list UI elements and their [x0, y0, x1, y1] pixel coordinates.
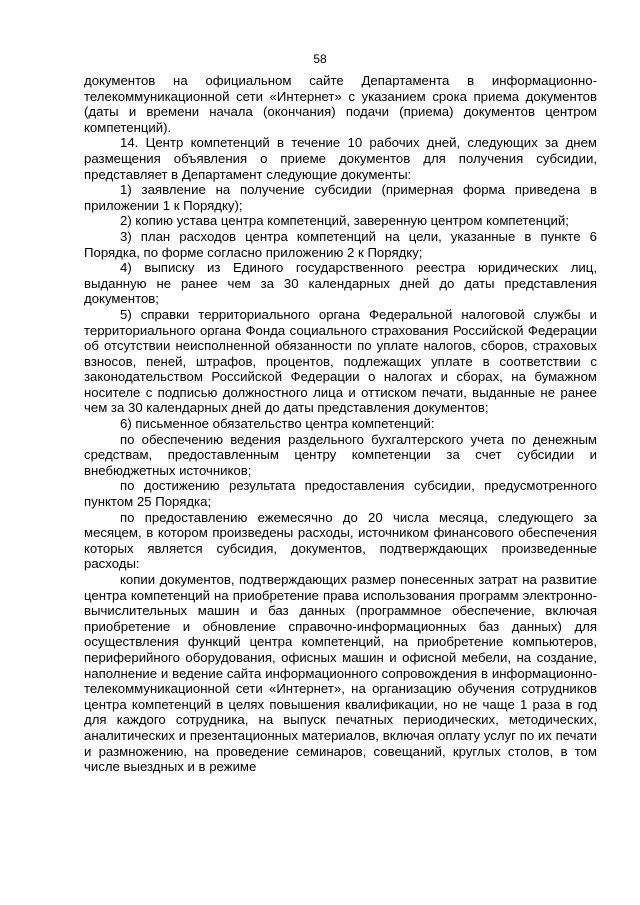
- obligation-reporting: по предоставлению ежемесячно до 20 числа месяца, следующего за месяцем, в котором произведены расходы, источником финансового обеспечения которых является субсидия, документов, подтверждающих произведенные расходы:: [84, 509, 597, 572]
- paragraph-continuation: документов на официальном сайте Департамента в информационно-телекоммуникационной сети «Интернет» с указанием срока приема документов (даты и времени начала (окончания) подачи (приема) документов центром компетенций).: [84, 73, 597, 135]
- list-item-4: 4) выписку из Единого государственного реестра юридических лиц, выданную не ранее чем за 30 календарных дней до даты представления документов;: [84, 260, 597, 307]
- list-item-1: 1) заявление на получение субсидии (примерная форма приведена в приложении 1 к Порядку);: [84, 182, 597, 213]
- obligation-result: по достижению результата предоставления субсидии, предусмотренного пунктом 25 Порядка;: [84, 478, 597, 510]
- list-item-6: 6) письменное обязательство центра компетенций:: [120, 416, 435, 432]
- obligation-accounting: по обеспечению ведения раздельного бухгалтерского учета по денежным средствам, предоставленным центру компетенции за счет субсидии и внебюджетных источников;: [84, 431, 597, 478]
- list-item-3: 3) план расходов центра компетенций на цели, указанные в пункте 6 Порядка, по форме согласно приложению 2 к Порядку;: [84, 228, 597, 260]
- page-number: 58: [313, 52, 327, 66]
- paragraph-item-14: 14. Центр компетенций в течение 10 рабочих дней, следующих за днем размещения объявления о приеме документов для получения субсидии, представляет в Департамент следующие документы:: [84, 135, 597, 182]
- list-item-5: 5) справки территориального органа Федеральной налоговой службы и территориального органа Фонда социального страхования Российской Федерации об отсутствии неисполненной обязанности по уплате налогов, сборов, страховых взносов, пеней, штрафов, процентов, подлежащих уплате в соответствии с законодательством Российской Федерации о налогах и сборах, на бумажном носителе с подписью должностного лица и оттиском печати, выданные не ранее чем за 30 календарных дней до даты представления документов;: [84, 306, 597, 416]
- obligation-documents: копии документов, подтверждающих размер понесенных затрат на развитие центра компетенций на приобретение права использования программ электронно-вычислительных машин и баз данных (программное обеспечение, включая приобретение и обновление справочно-информационных баз данных) для осуществления функций центра компетенций, на приобретение компьютеров, периферийного оборудования, офисных машин и офисной мебели, на создание, наполнение и ведение сайта информационного сопровождения в информационно-телекоммуникационной сети «Интернет», на организацию обучения сотрудников центра компетенций в целях повышения квалификации, но не чаще 1 раза в год для каждого сотрудника, на выпуск печатных периодических, методических, аналитических и презентационных материалов, включая оплату услуг по их печати и размножению, на проведение семинаров, совещаний, круглых столов, в том числе выездных и в режиме: [84, 572, 597, 775]
- document-body: [84, 73, 597, 775]
- list-item-2: 2) копию устава центра компетенций, заверенную центром компетенций;: [120, 213, 569, 229]
